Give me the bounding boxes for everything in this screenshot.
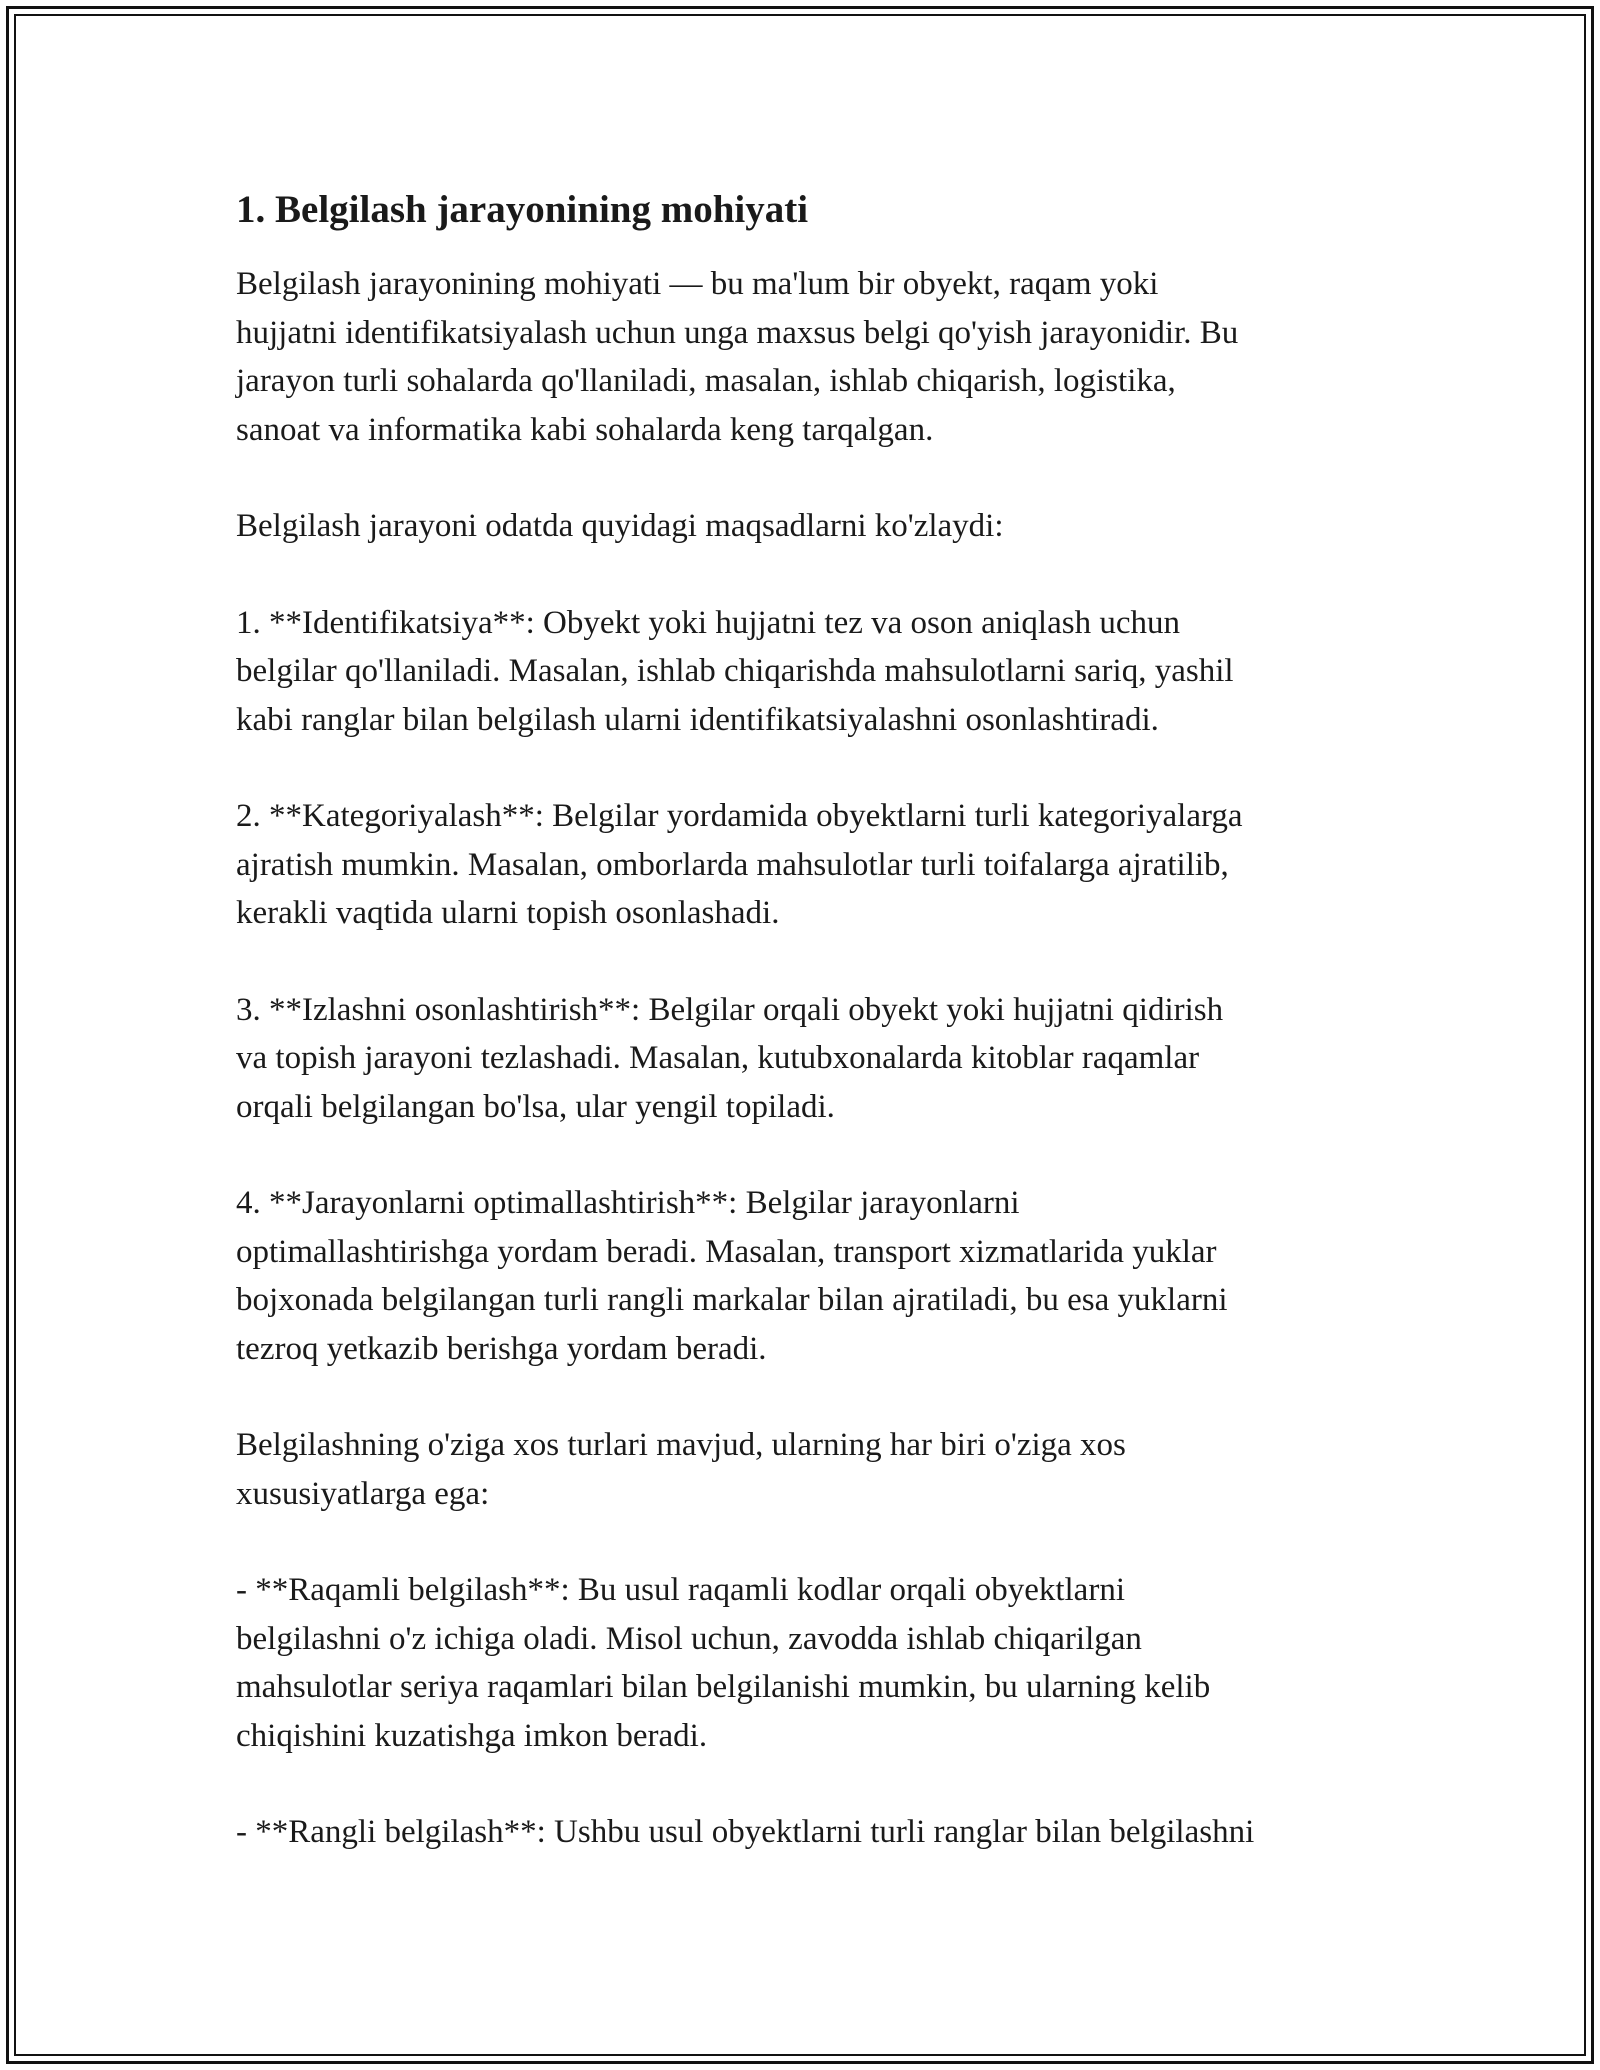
paragraph-identification: 1. **Identifikatsiya**: Obyekt yoki hujjatni tez va oson aniqlash uchun belgilar qo'llaniladi. Masalan, ishlab chiqarishda mahsulotlarni sariq, yashil kabi ranglar bilan belgilash ularni identifikatsiyalashni osonlashtiradi.: [236, 604, 1234, 738]
paragraph-intro: Belgilash jarayonining mohiyati — bu ma'lum bir obyekt, raqam yoki hujjatni identifikatsiyalash uchun unga maxsus belgi qo'yish jarayonidir. Bu jarayon turli sohalarda qo'llaniladi, masalan, ishlab chiqarish, logistika, sanoat va informatika kabi sohalarda keng tarqalgan.: [236, 266, 1239, 448]
paragraph-color-marking: - **Rangli belgilash**: Ushbu usul obyektlarni turli ranglar bilan belgilashni: [236, 1814, 1255, 1850]
paragraph-optimization: 4. **Jarayonlarni optimallashtirish**: Belgilar jarayonlarni optimallashtirishga yordam beradi. Masalan, transport xizmatlarida yuklar bojxonada belgilangan turli rangli markalar bilan ajratiladi, bu esa yuklarni tezroq yetkazib berishga yordam beradi.: [236, 1185, 1228, 1367]
paragraph-search: 3. **Izlashni osonlashtirish**: Belgilar orqali obyekt yoki hujjatni qidirish va topish jarayoni tezlashadi. Masalan, kutubxonalarda kitoblar raqamlar orqali belgilangan bo'lsa, ular yengil topiladi.: [236, 991, 1224, 1125]
document-body: [236, 186, 1386, 1905]
paragraph-types-lead: Belgilashning o'ziga xos turlari mavjud, ularning har biri o'ziga xos xususiyatlarga ega:: [236, 1427, 1126, 1512]
section-heading: 1. Belgilash jarayonining mohiyati: [236, 188, 809, 231]
paragraph-digital-marking: - **Raqamli belgilash**: Bu usul raqamli kodlar orqali obyektlarni belgilashni o'z ichiga oladi. Misol uchun, zavodda ishlab chiqarilgan mahsulotlar seriya raqamlari bilan belgilanishi mumkin, bu ularning kelib chiqishini kuzatishga imkon beradi.: [236, 1572, 1211, 1754]
paragraph-categorization: 2. **Kategoriyalash**: Belgilar yordamida obyektlarni turli kategoriyalarga ajratish mumkin. Masalan, omborlarda mahsulotlar turli toifalarga ajratilib, kerakli vaqtida ularni topish osonlashadi.: [236, 798, 1243, 931]
paragraph-goals-lead: Belgilash jarayoni odatda quyidagi maqsadlarni ko'zlaydi:: [236, 508, 1004, 544]
